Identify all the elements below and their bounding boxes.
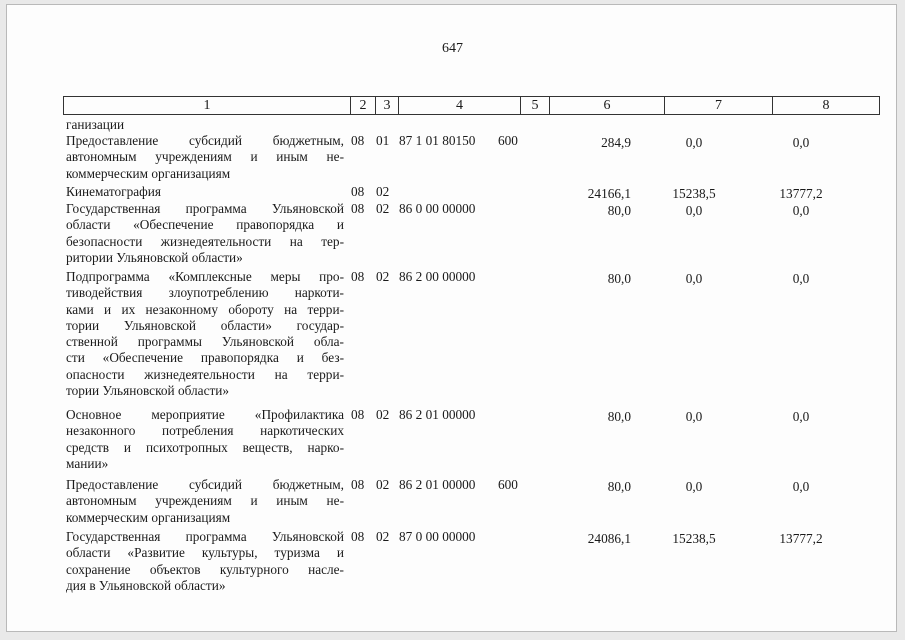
row-cell-c8: 0,0: [792, 135, 810, 150]
row-cell-c2: 08: [351, 529, 365, 544]
row-cell-c5: 600: [498, 477, 518, 492]
row-cell-c4: 86 0 00 00000: [399, 201, 476, 216]
row-description: [66, 477, 344, 526]
description-line: опасности жизнедеятельности на терри-: [66, 366, 344, 382]
description-line: коммерческим организациям: [66, 509, 231, 525]
row-description: [66, 184, 344, 200]
description-line: средств и психотропных веществ, нарко-: [66, 439, 344, 455]
description-line: тиводействия злоупотреблению наркоти-: [66, 285, 344, 301]
description-line: ганизации: [66, 117, 125, 132]
document-page: [6, 4, 897, 632]
row-cell-c5: 600: [498, 133, 518, 148]
row-description: [66, 269, 344, 399]
description-line: Предоставление субсидий бюджетным,: [66, 477, 344, 492]
row-description: [66, 407, 344, 472]
description-line: области «Развитие культуры, туризма и: [66, 545, 344, 561]
header-col-5: 5: [521, 97, 550, 114]
row-cell-c8: 0,0: [792, 479, 810, 494]
row-cell-c4: 87 1 01 80150: [399, 133, 476, 148]
header-col-2: 2: [351, 97, 376, 114]
row-cell-c4: 86 2 01 00000: [399, 477, 476, 492]
row-cell-c7: 0,0: [685, 203, 703, 218]
row-cell-c3: 02: [376, 407, 390, 422]
row-cell-c8: 13777,2: [779, 531, 823, 546]
description-line: Кинематография: [66, 184, 162, 199]
header-col-6: 6: [550, 97, 665, 114]
row-description: [66, 117, 344, 133]
header-col-4: 4: [399, 97, 521, 114]
row-cell-c7: 0,0: [685, 409, 703, 424]
row-cell-c3: 02: [376, 477, 390, 492]
header-col-8: 8: [822, 98, 830, 113]
row-cell-c7: 15238,5: [672, 531, 716, 546]
description-line: ритории Ульяновской области»: [66, 249, 243, 265]
row-cell-c8: 0,0: [792, 203, 810, 218]
row-cell-c7: 0,0: [685, 271, 703, 286]
description-line: Государственная программа Ульяновской: [66, 529, 344, 544]
row-description: [66, 201, 344, 266]
row-cell-c7: 0,0: [685, 135, 703, 150]
header-col-7: 7: [665, 97, 773, 114]
description-line: ственной программы Ульяновской обла-: [66, 334, 344, 350]
description-line: незаконного потребления наркотических: [66, 423, 344, 439]
row-cell-c7: 15238,5: [672, 186, 716, 201]
description-line: безопасности жизнедеятельности на тер-: [66, 233, 344, 249]
page-number: 647: [442, 41, 463, 56]
row-cell-c4: 87 0 00 00000: [399, 529, 476, 544]
row-cell-c3: 02: [376, 201, 390, 216]
description-line: области «Обеспечение правопорядка и: [66, 217, 344, 233]
row-cell-c2: 08: [351, 407, 365, 422]
description-line: Государственная программа Ульяновской: [66, 201, 344, 216]
row-cell-c8: 0,0: [792, 271, 810, 286]
header-col-1: 1: [64, 97, 351, 114]
row-cell-c6: 80,0: [607, 479, 631, 494]
description-line: тории Ульяновской области»: [66, 383, 230, 399]
row-cell-c2: 08: [351, 269, 365, 284]
description-line: Предоставление субсидий бюджетным,: [66, 133, 344, 148]
row-cell-c4: 86 2 00 00000: [399, 269, 476, 284]
row-cell-c2: 08: [351, 133, 365, 148]
row-description: [66, 529, 344, 594]
row-cell-c2: 08: [351, 477, 365, 492]
description-line: автономным учреждениям и иным не-: [66, 493, 344, 509]
row-cell-c2: 08: [351, 184, 365, 199]
description-line: Подпрограмма «Комплексные меры про-: [66, 269, 344, 284]
table-header: [63, 96, 880, 115]
row-cell-c7: 0,0: [685, 479, 703, 494]
row-cell-c2: 08: [351, 201, 365, 216]
description-line: сохранение объектов культурного насле-: [66, 561, 344, 577]
row-cell-c6: 80,0: [607, 409, 631, 424]
description-line: Основное мероприятие «Профилактика: [66, 407, 344, 422]
description-line: коммерческим организациям: [66, 165, 231, 181]
row-cell-c6: 80,0: [607, 203, 631, 218]
description-line: сти «Обеспечение правопорядка и без-: [66, 350, 344, 366]
row-cell-c6: 24086,1: [587, 531, 631, 546]
description-line: тории Ульяновской области» государ-: [66, 317, 344, 333]
header-col-3: 3: [376, 97, 399, 114]
row-cell-c3: 01: [376, 133, 390, 148]
row-cell-c3: 02: [376, 529, 390, 544]
description-line: ками и их незаконному обороту на терри-: [66, 301, 344, 317]
row-cell-c3: 02: [376, 269, 390, 284]
row-description: [66, 133, 344, 182]
row-cell-c6: 24166,1: [587, 186, 631, 201]
row-cell-c3: 02: [376, 184, 390, 199]
row-cell-c4: 86 2 01 00000: [399, 407, 476, 422]
description-line: автономным учреждениям и иным не-: [66, 149, 344, 165]
row-cell-c8: 0,0: [792, 409, 810, 424]
row-cell-c6: 80,0: [607, 271, 631, 286]
description-line: дия в Ульяновской области»: [66, 577, 226, 593]
row-cell-c6: 284,9: [601, 135, 631, 150]
row-cell-c8: 13777,2: [779, 186, 823, 201]
description-line: мании»: [66, 455, 109, 471]
